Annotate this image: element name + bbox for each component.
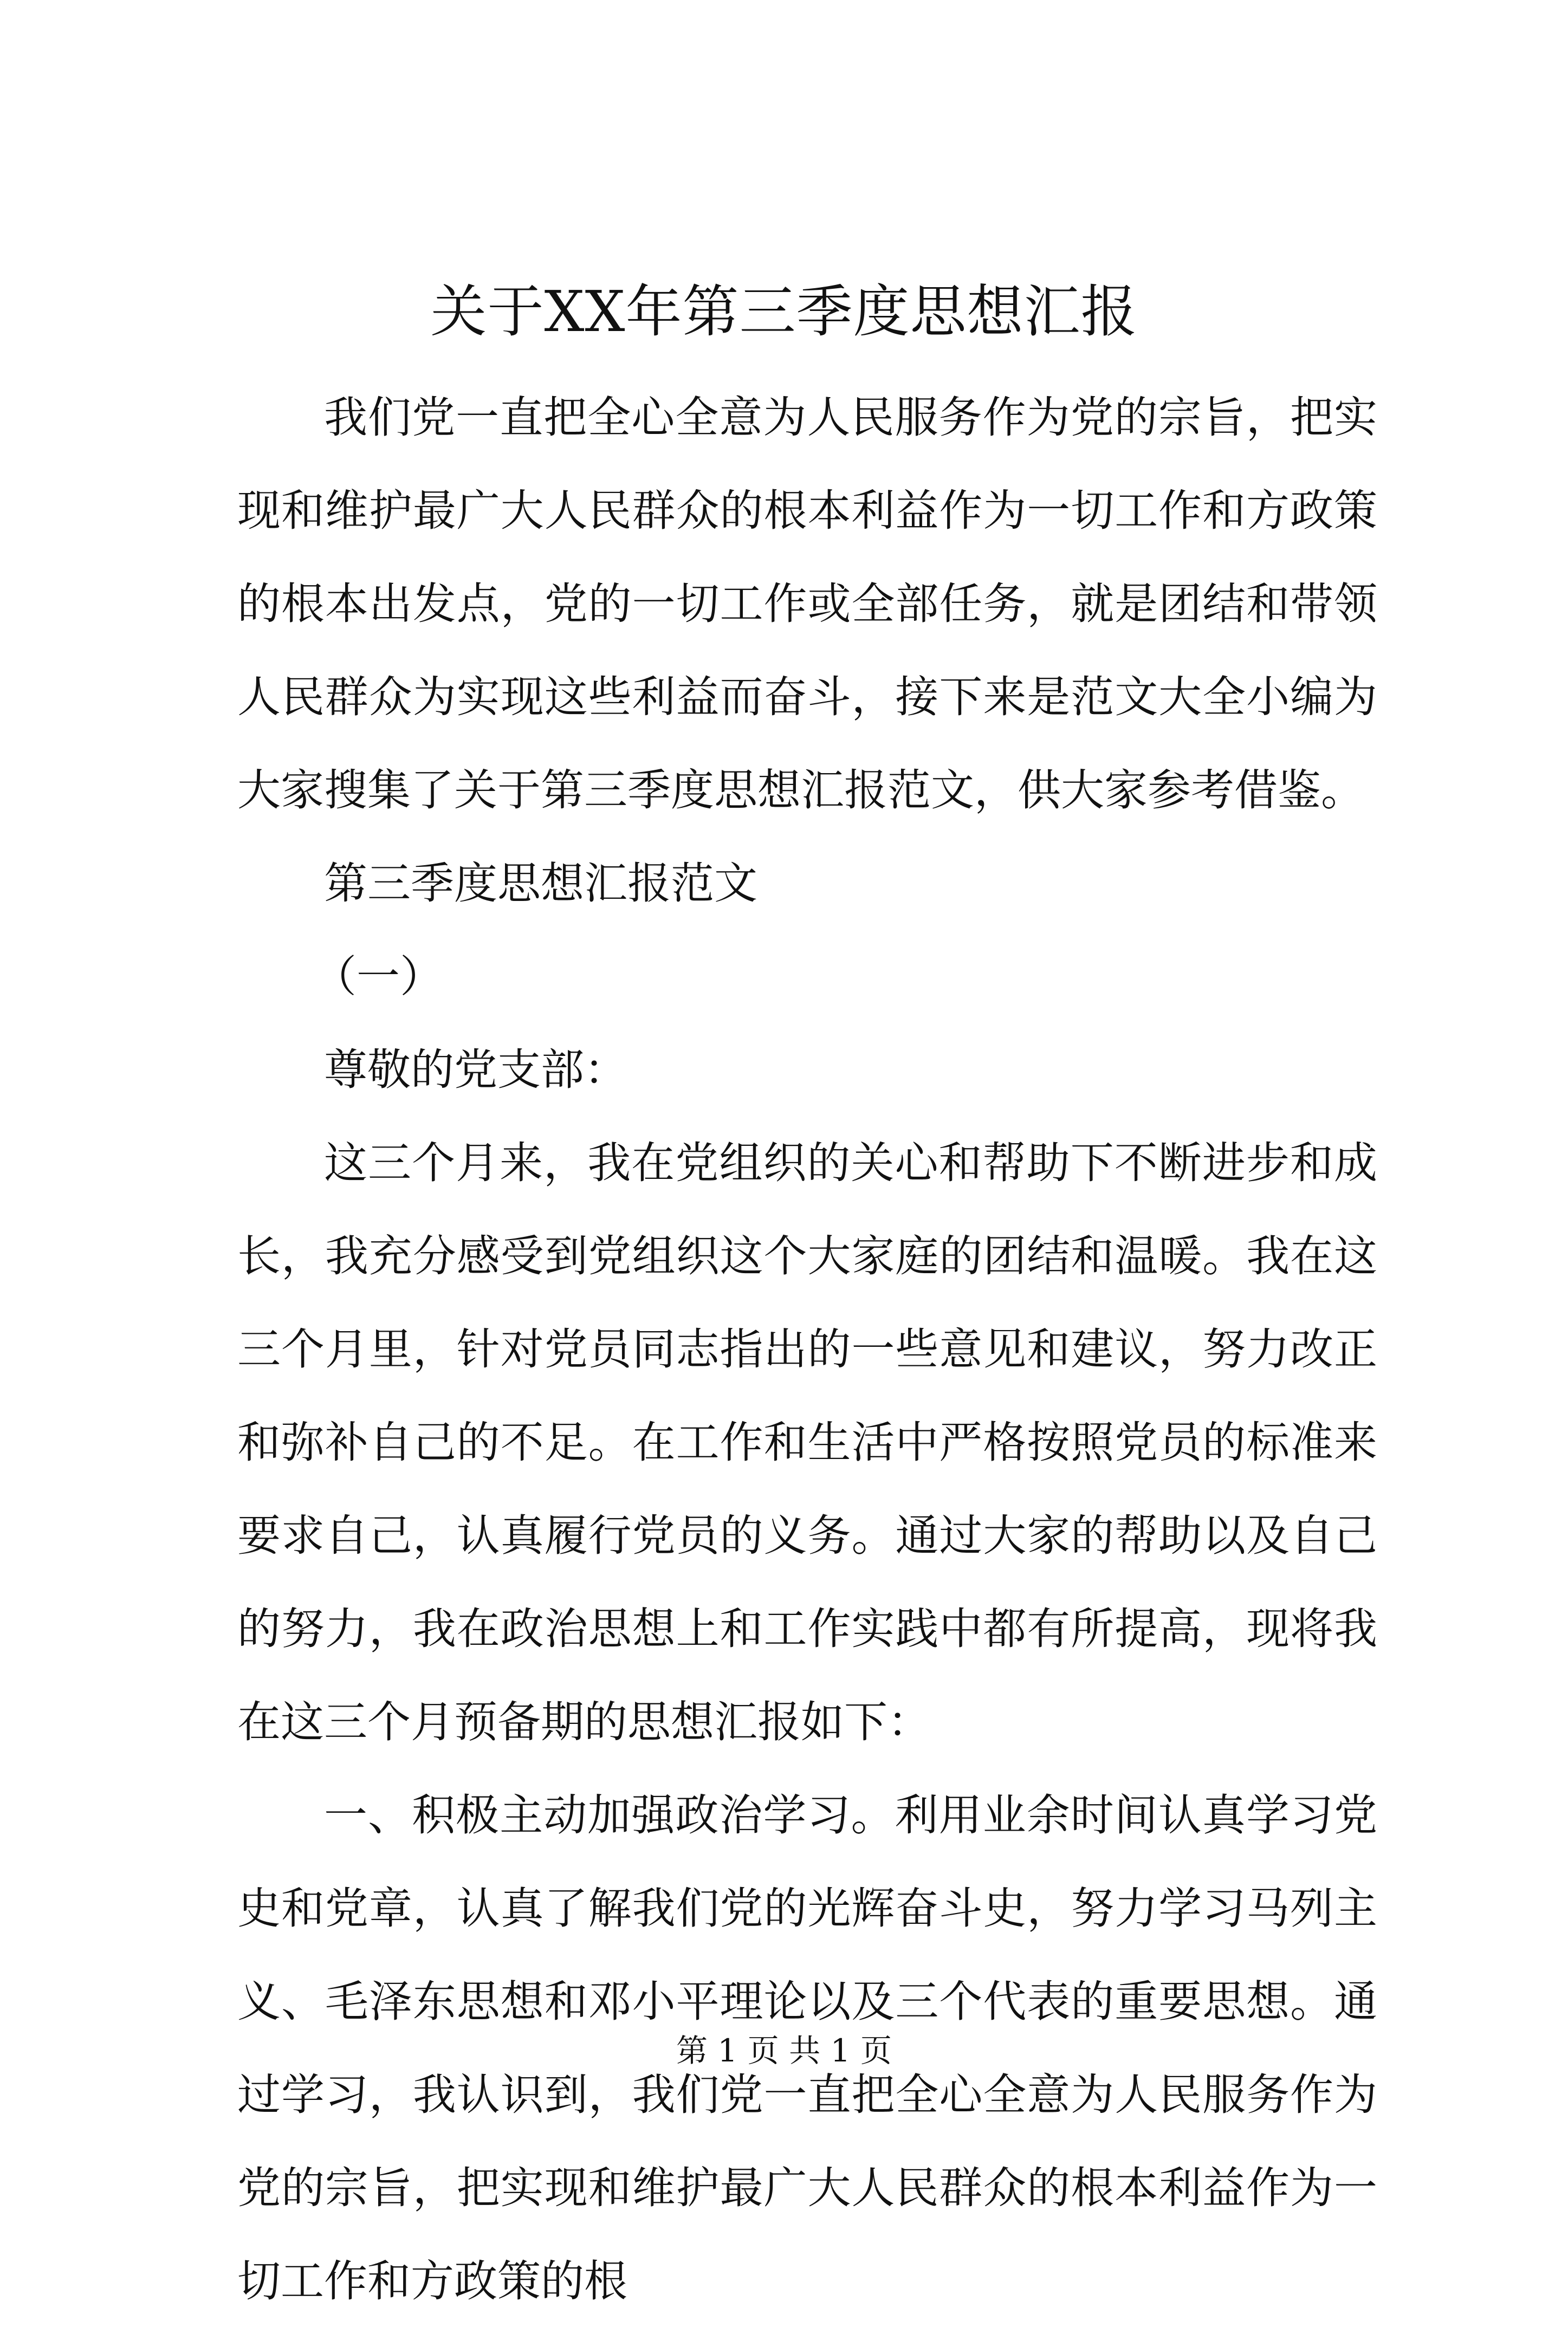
body-paragraph: 一、积极主动加强政治学习。利用业余时间认真学习党史和党章，认真了解我们党的光辉奋斗史，努力学习马列主义、毛泽东思想和邓小平理论以及三个代表的重要思想。通过学习，我认识到，我们党一直把全心全意为人民服务作为党的宗旨，把实现和维护最广大人民群众的根本利益作为一切工作和方政策的根: [237, 1790, 1377, 2306]
part-number: （一）: [313, 951, 443, 1002]
section-heading: 第三季度思想汇报范文: [324, 858, 757, 909]
intro-paragraph: 我们党一直把全心全意为人民服务作为党的宗旨，把实现和维护最广大人民群众的根本利益作为一切工作和方政策的根本出发点，党的一切工作或全部任务，就是团结和带领人民群众为实现这些利益而奋斗，接下来是范文大全小编为大家搜集了关于第三季度思想汇报范文，供大家参考借鉴。: [237, 392, 1377, 815]
salutation: 尊敬的党支部：: [324, 1045, 627, 1095]
page-number-footer: 第 1 页 共 1 页: [676, 2032, 892, 2069]
document-title: 关于XX年第三季度思想汇报: [430, 278, 1138, 345]
body-paragraph: 这三个月来，我在党组织的关心和帮助下不断进步和成长，我充分感受到党组织这个大家庭的团结和温暖。我在这三个月里，针对党员同志指出的一些意见和建议，努力改正和弥补自己的不足。在工作和生活中严格按照党员的标准来要求自己，认真履行党员的义务。通过大家的帮助以及自己的努力，我在政治思想上和工作实践中都有所提高，现将我在这三个月预备期的思想汇报如下：: [237, 1138, 1377, 1747]
